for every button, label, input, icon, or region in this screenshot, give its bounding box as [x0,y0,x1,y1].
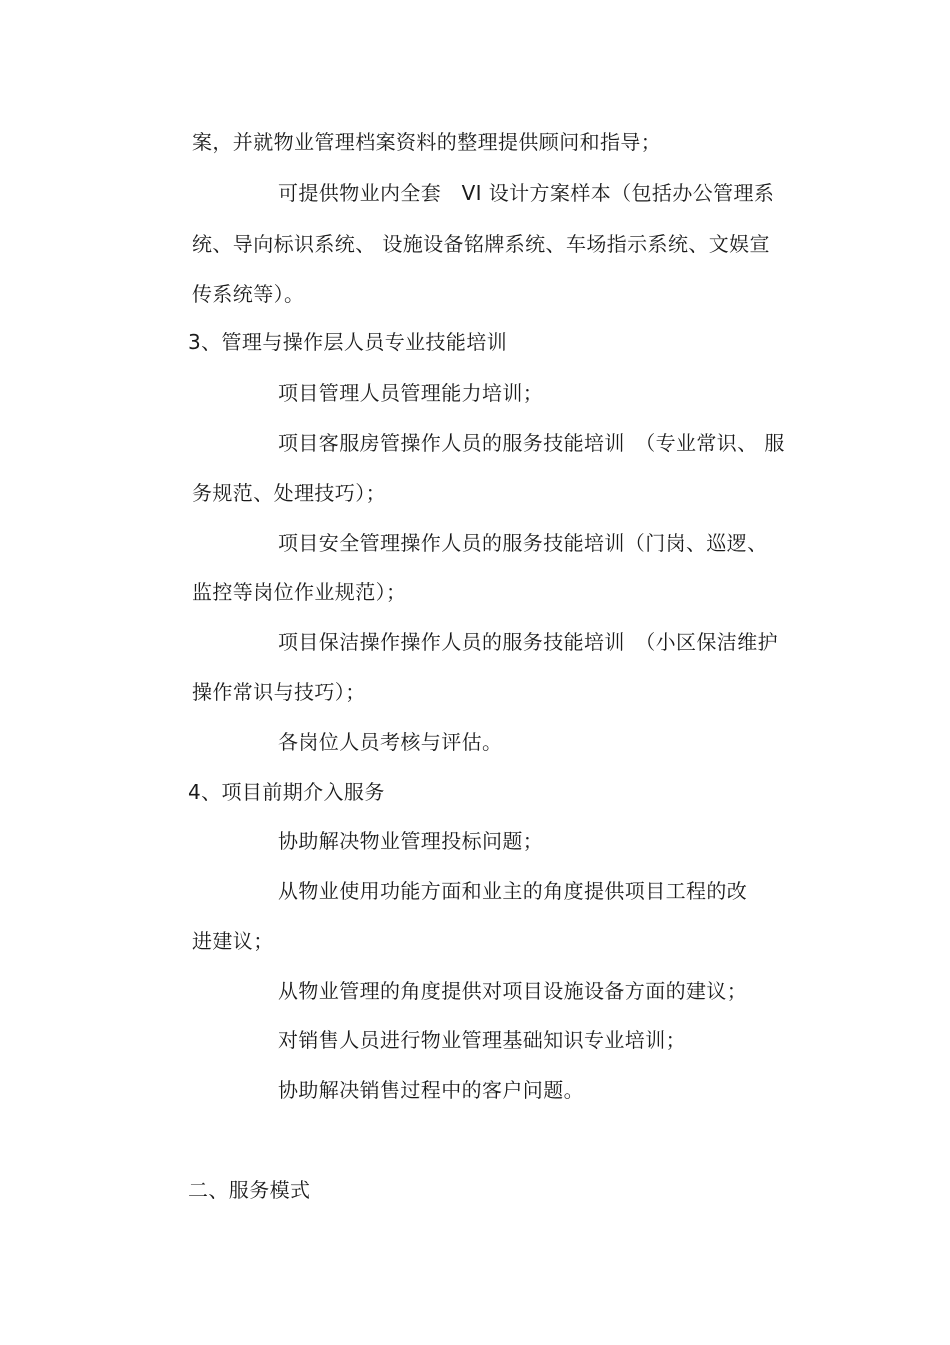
paragraph-line: 统、导向标识系统、 设施设备铭牌系统、车场指示系统、文娱宣 [192,232,770,256]
paragraph-line: 案，并就物业管理档案资料的整理提供顾问和指导； [192,130,662,154]
paragraph-line: 协助解决销售过程中的客户问题。 [278,1078,584,1102]
paragraph-line: 项目管理人员管理能力培训； [278,381,544,405]
paragraph-line: 项目保洁操作操作人员的服务技能培训 （小区保洁维护 [278,630,778,654]
paragraph-line: 传系统等）。 [192,282,305,306]
section-heading: 4、项目前期介入服务 [188,780,385,804]
paragraph-line: 协助解决物业管理投标问题； [278,829,544,853]
paragraph-line: 务规范、处理技巧）； [192,481,386,505]
paragraph-line: 对销售人员进行物业管理基础知识专业培训； [278,1028,686,1052]
paragraph-line: 可提供物业内全套 VI 设计方案样本（包括办公管理系 [278,181,775,205]
paragraph-line: 从物业管理的角度提供对项目设施设备方面的建议； [278,979,748,1003]
paragraph-line: 进建议； [192,929,274,953]
chapter-heading: 二、服务模式 [188,1178,311,1202]
section-heading: 3、管理与操作层人员专业技能培训 [188,330,508,354]
paragraph-line: 监控等岗位作业规范）； [192,580,407,604]
paragraph-line: 操作常识与技巧）； [192,680,366,704]
paragraph-line: 项目客服房管操作人员的服务技能培训 （专业常识、 服 [278,431,785,455]
paragraph-line: 各岗位人员考核与评估。 [278,730,503,754]
paragraph-line: 项目安全管理操作人员的服务技能培训（门岗、巡逻、 [278,531,768,555]
paragraph-line: 从物业使用功能方面和业主的角度提供项目工程的改 [278,879,748,903]
